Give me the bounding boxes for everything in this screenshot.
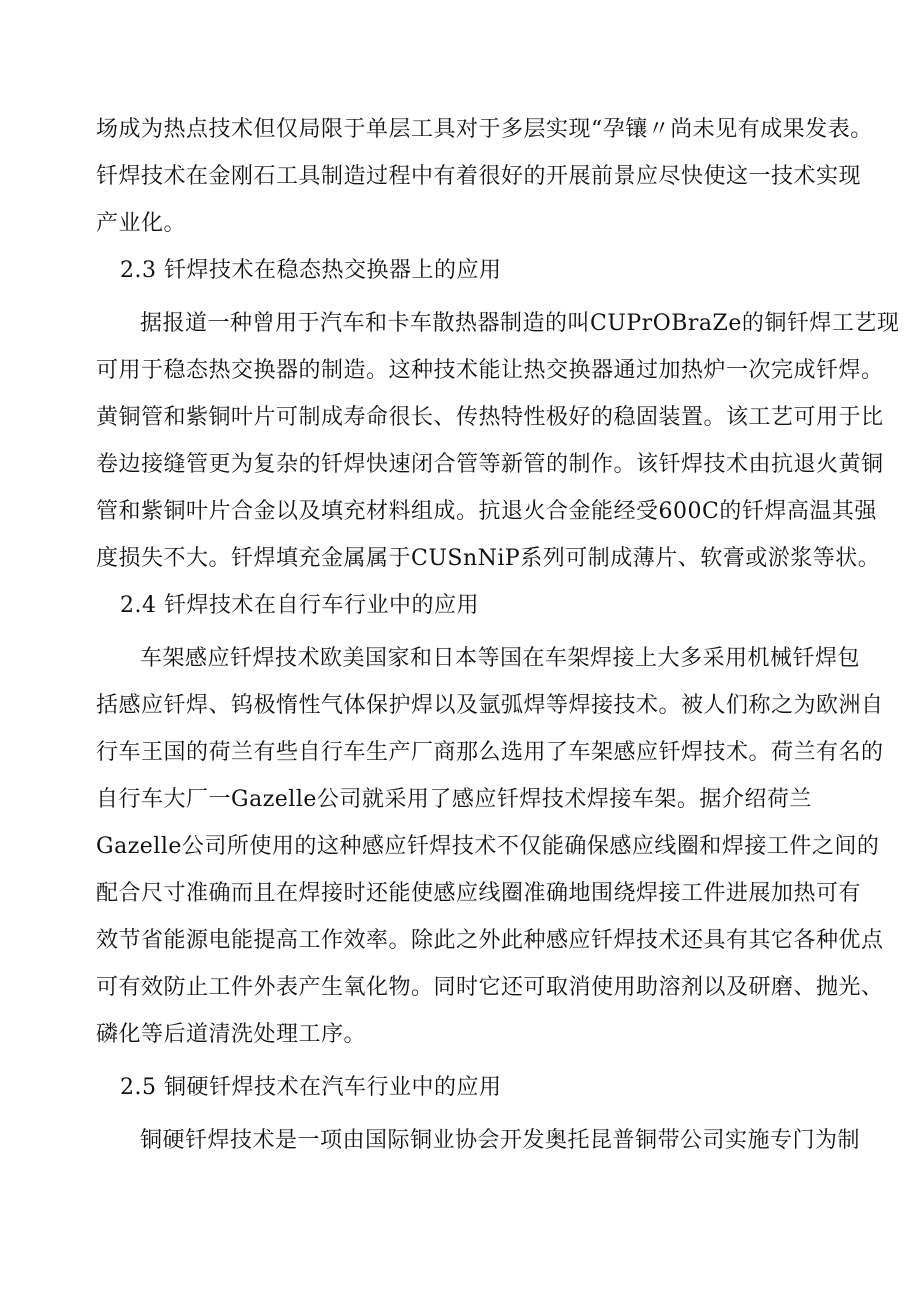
section-heading-2-5: 2.5 铜硬钎焊技术在汽车行业中的应用 (120, 1075, 502, 1100)
paragraph-3-line-5: Gazelle公司所使用的这种感应钎焊技术不仅能确保感应线圈和焊接工件之间的 (96, 834, 880, 859)
paragraph-2-line-5: 管和紫铜叶片合金以及填充材料组成。抗退火合金能经受600C的钎焊高温其强 (96, 499, 877, 524)
paragraph-3-line-2: 括感应钎焊、钨极惰性气体保护焊以及氩弧焊等焊接技术。被人们称之为欧洲自 (96, 693, 884, 718)
paragraph-1-line-3: 产业化。 (96, 211, 187, 236)
paragraph-3-line-8: 可有效防止工件外表产生氧化物。同时它还可取消使用助溶剂以及研磨、抛光、 (96, 975, 884, 1000)
paragraph-3-line-7: 效节省能源电能提高工作效率。除此之外此种感应钎焊技术还具有其它各种优点 (96, 928, 884, 953)
paragraph-3-line-1: 车架感应钎焊技术欧美国家和日本等国在车架焊接上大多采用机械钎焊包 (140, 646, 861, 671)
paragraph-3-line-9: 磷化等后道清洗处理工序。 (96, 1022, 367, 1047)
paragraph-2-line-3: 黄铜管和紫铜叶片可制成寿命很长、传热特性极好的稳固装置。该工艺可用于比 (96, 405, 884, 430)
paragraph-3-line-6: 配合尺寸准确而且在焊接时还能使感应线圈准确地围绕焊接工件进展加热可有 (96, 881, 862, 906)
paragraph-2-line-6: 度损失不大。钎焊填充金属属于CUSnNiP系列可制成薄片、软膏或淤浆等状。 (96, 546, 881, 571)
paragraph-3-line-3: 行车王国的荷兰有些自行车生产厂商那么选用了车架感应钎焊技术。荷兰有名的 (96, 740, 884, 765)
section-heading-2-3: 2.3 钎焊技术在稳态热交换器上的应用 (120, 258, 502, 283)
paragraph-1-line-2: 钎焊技术在金刚石工具制造过程中有着很好的开展前景应尽快使这一技术实现 (96, 164, 862, 189)
section-heading-2-4: 2.4 钎焊技术在自行车行业中的应用 (120, 593, 479, 618)
paragraph-2-line-2: 可用于稳态热交换器的制造。这种技术能让热交换器通过加热炉一次完成钎焊。 (96, 358, 884, 383)
paragraph-2-line-4: 卷边接缝管更为复杂的钎焊快速闭合管等新管的制作。该钎焊技术由抗退火黄铜 (96, 452, 884, 477)
paragraph-4-line-1: 铜硬钎焊技术是一项由国际铜业协会开发奥托昆普铜带公司实施专门为制 (140, 1128, 861, 1153)
paragraph-3-line-4: 自行车大厂一Gazelle公司就采用了感应钎焊技术焊接车架。据介绍荷兰 (96, 787, 812, 812)
paragraph-1-line-1: 场成为热点技术但仅局限于单层工具对于多层实现“孕镶〃尚未见有成果发表。 (96, 117, 873, 142)
paragraph-2-line-1: 据报道一种曾用于汽车和卡车散热器制造的叫CUPrOBraZe的铜钎焊工艺现 (140, 311, 900, 336)
